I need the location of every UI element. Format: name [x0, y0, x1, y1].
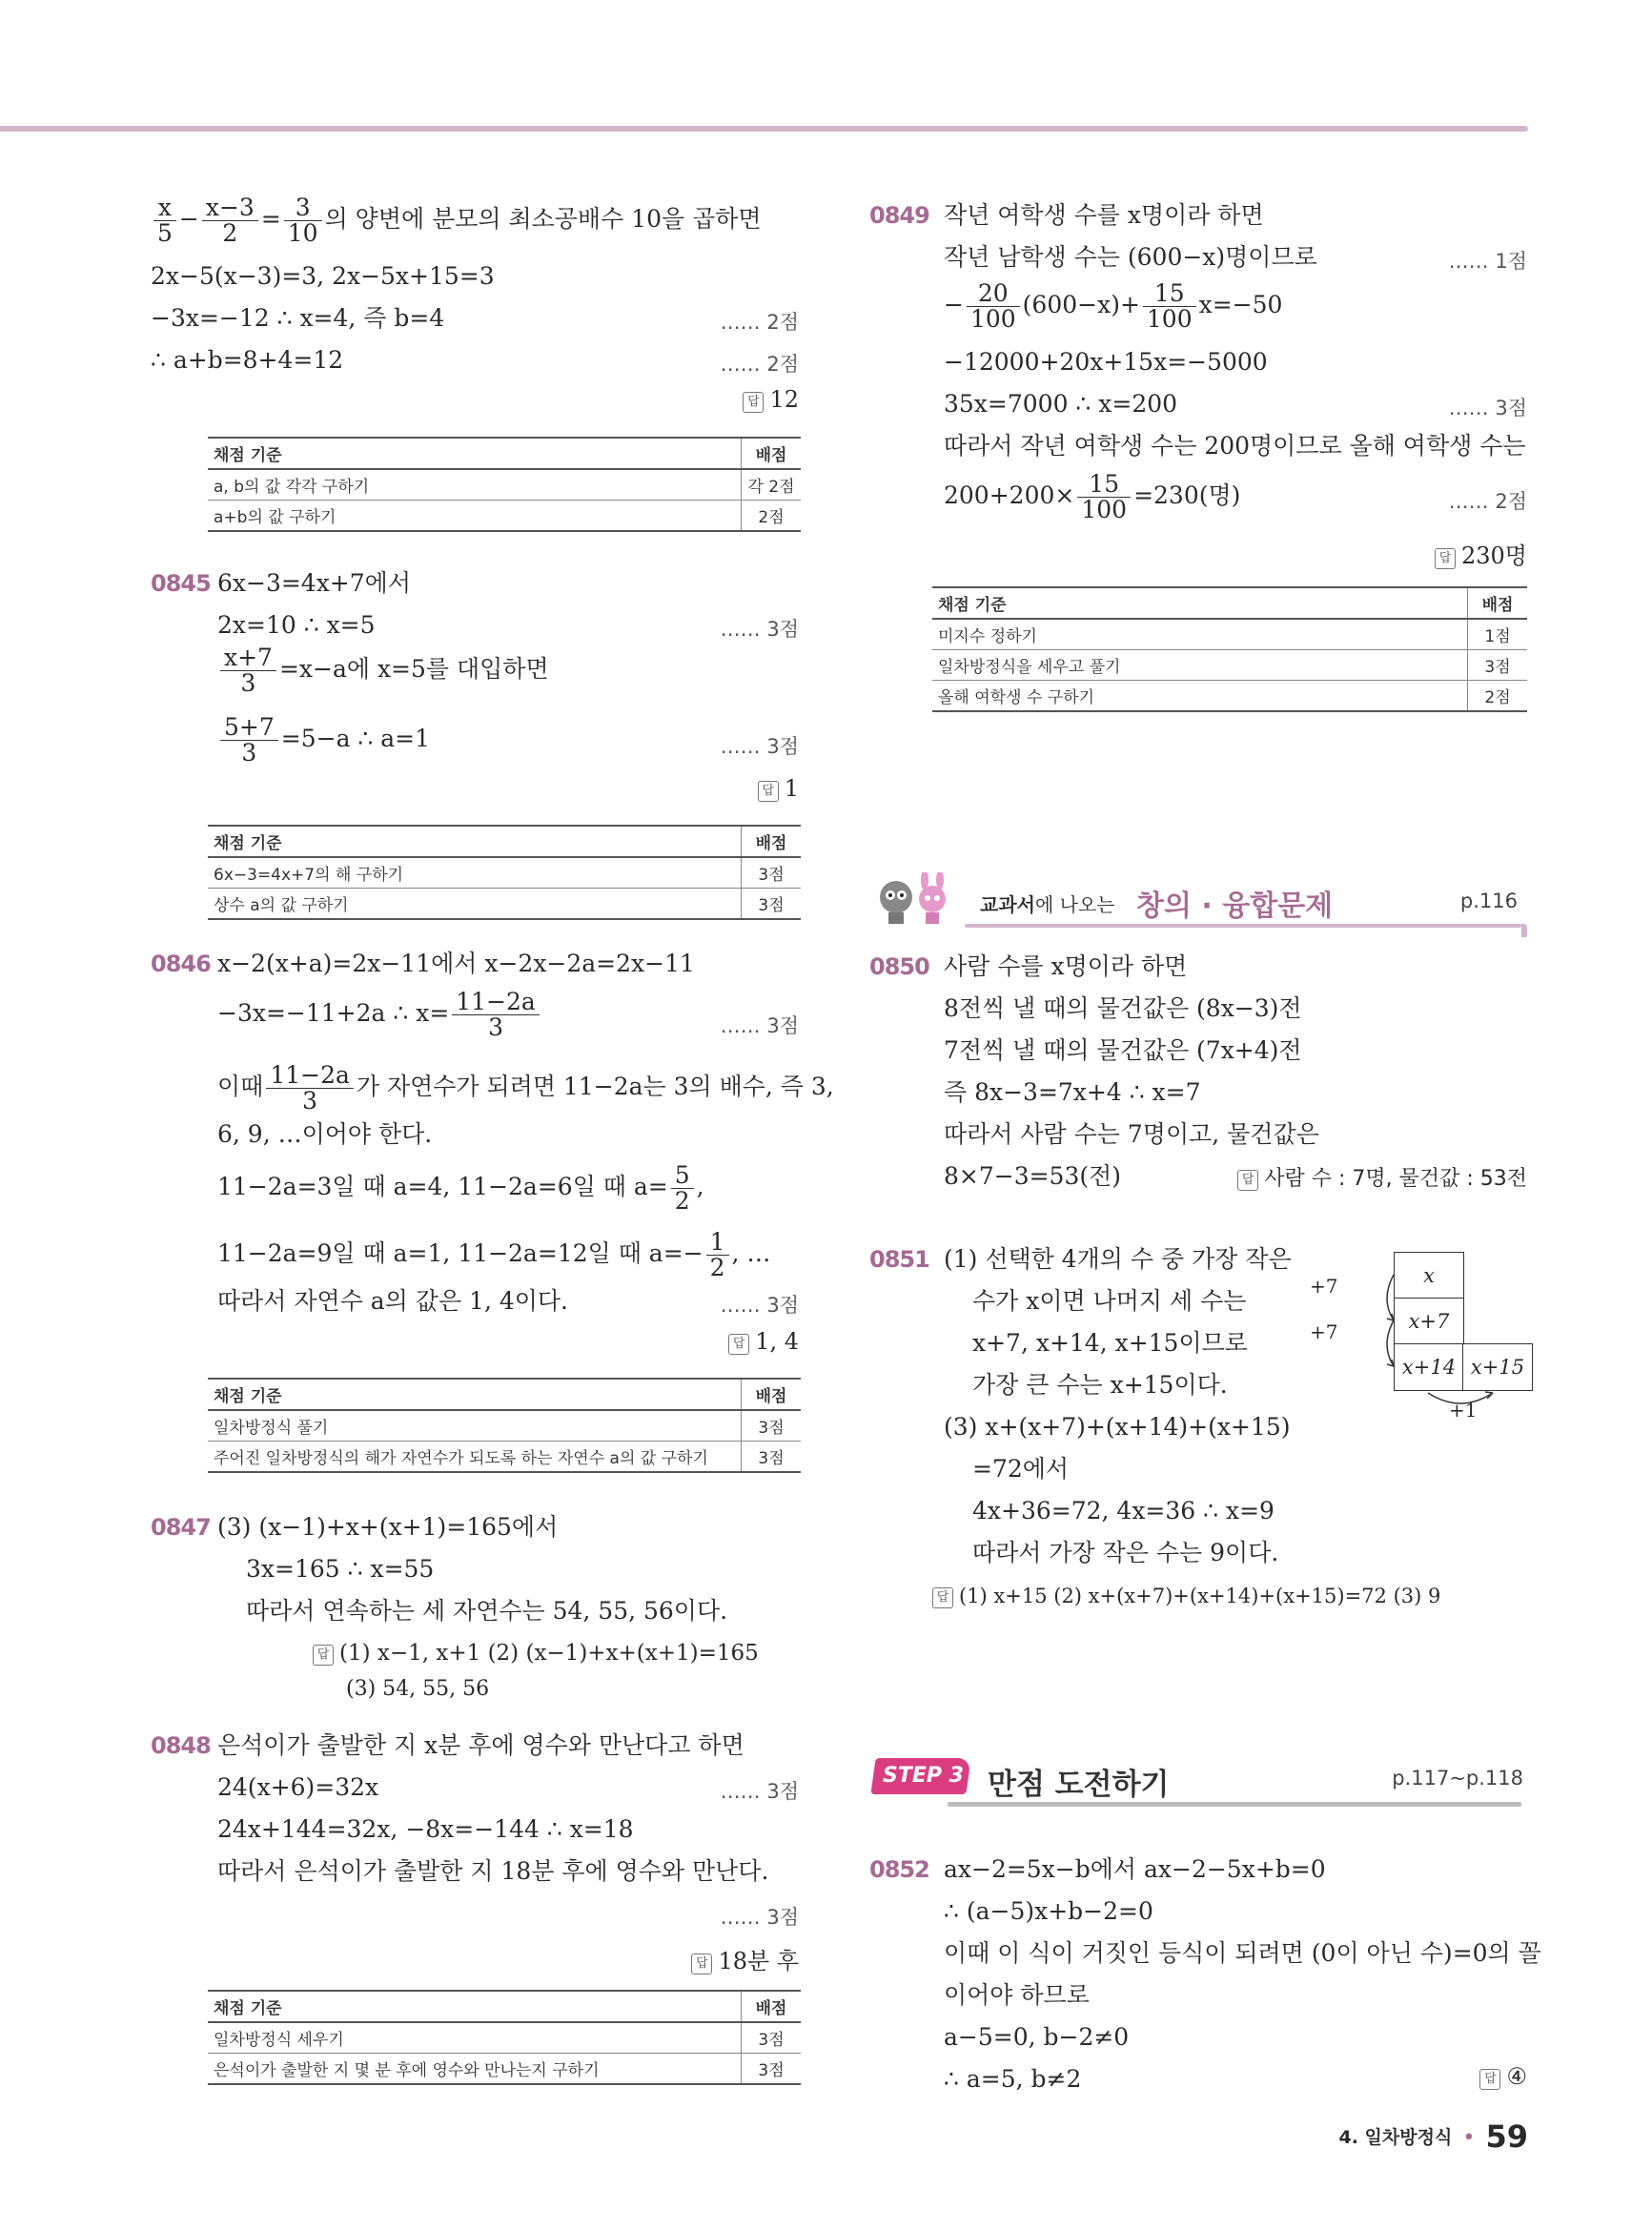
q0846-line7: 따라서 자연수 a의 값은 1, 4이다. — [217, 1287, 568, 1315]
points-label: …… 3점 — [720, 1014, 799, 1037]
fraction: $\frac{1}{2}$ — [706, 1230, 729, 1280]
answer-icon: 답 — [728, 1334, 749, 1355]
q0844-line1: $\frac{x}{5}$ − $\frac{x-3}{2}$ = $\frac{3}{10}$ 의 양변에 분모의 최소공배수 10을 곱하면 — [151, 195, 762, 246]
answer-icon: 답 — [313, 1645, 334, 1666]
q0850-answer: 답 사람 수 : 7명, 물건값 : 53전 — [1237, 1162, 1527, 1192]
table-header: 채점 기준 배점 — [208, 1991, 801, 2022]
question-number: 0852 — [869, 1856, 929, 1883]
mascot-icon — [873, 872, 959, 926]
points-label: …… 3점 — [720, 618, 799, 641]
section-underline — [948, 1802, 1521, 1807]
fraction: $\frac{5+7}{3}$ — [220, 715, 278, 766]
q0844-line3: −3x=−12 ∴ x=4, 즉 b=4 — [151, 304, 445, 332]
q0852-line3: 이때 이 식이 거짓인 등식이 되려면 (0이 아닌 수)=0의 꼴 — [944, 1939, 1541, 1967]
q0849-line1: 작년 여학생 수를 x명이라 하면 — [944, 201, 1264, 229]
fraction: $\frac{x}{5}$ — [153, 195, 176, 246]
q0851-answer: 답 (1) x+15 (2) x+(x+7)+(x+14)+(x+15)=72 (3) 9 — [932, 1580, 1440, 1612]
points-label: …… 3점 — [720, 735, 799, 758]
question-number: 0848 — [151, 1732, 211, 1759]
answer-icon: 답 — [1237, 1170, 1258, 1191]
grid-cell-x-plus-15: x+15 — [1462, 1343, 1533, 1391]
q0851-line2: 수가 x이면 나머지 세 수는 — [972, 1287, 1247, 1315]
table-row: 일차방정식을 세우고 풀기 3점 — [932, 650, 1527, 681]
grid-step-label: +7 — [1310, 1320, 1338, 1343]
q0850-line3: 7전씩 낼 때의 물건값은 (7x+4)전 — [944, 1036, 1302, 1064]
table-row: 은석이가 출발한 지 몇 분 후에 영수와 만나는지 구하기 3점 — [208, 2054, 801, 2085]
points-label: …… 2점 — [720, 311, 799, 334]
q0845-line3: $\frac{x+7}{3}$ =x−a에 x=5를 대입하면 — [217, 645, 549, 696]
q0847-answer-cont: (3) 54, 55, 56 — [346, 1677, 490, 1701]
grid-step-label: +1 — [1449, 1399, 1478, 1422]
answer-icon: 답 — [1435, 548, 1456, 569]
creative-prefix: 교과서에 나오는 — [980, 893, 1115, 916]
fraction: $\frac{5}{2}$ — [671, 1163, 694, 1214]
q0846-line4: 6, 9, …이어야 한다. — [217, 1120, 433, 1148]
step3-badge: STEP 3 — [883, 1764, 964, 1788]
table-header: 채점 기준 배점 — [932, 587, 1527, 619]
q0848-line1: 은석이가 출발한 지 x분 후에 영수와 만난다고 하면 — [217, 1731, 744, 1759]
fraction: $\frac{3}{10}$ — [284, 195, 322, 246]
grid-cell-x-plus-14: x+14 — [1394, 1343, 1464, 1391]
points-label: …… 3점 — [720, 1780, 799, 1803]
answer-icon: 답 — [691, 1954, 712, 1974]
q0851-line4: 가장 큰 수는 x+15이다. — [972, 1371, 1228, 1399]
step3-section-header — [873, 1752, 1527, 1810]
q0849-line5: 35x=7000 ∴ x=200 — [944, 390, 1178, 418]
q0845-line4: $\frac{5+7}{3}$ =5−a ∴ a=1 — [217, 715, 430, 766]
table-row: a, b의 값 각각 구하기 각 2점 — [208, 469, 801, 501]
table-row: 상수 a의 값 구하기 3점 — [208, 889, 801, 920]
table-row: 미지수 정하기 1점 — [932, 619, 1527, 650]
top-divider-bar — [0, 126, 1528, 132]
q0846-line2: −3x=−11+2a ∴ x= $\frac{11-2a}{3}$ — [217, 990, 542, 1040]
fraction: $\frac{15}{100}$ — [1077, 472, 1131, 522]
footer-bullet: • — [1462, 2126, 1476, 2150]
q0851-line1: (1) 선택한 4개의 수 중 가장 작은 — [944, 1245, 1292, 1273]
table-row: 올해 여학생 수 구하기 2점 — [932, 681, 1527, 712]
q0845-line2: 2x=10 ∴ x=5 — [217, 611, 376, 639]
q0852-answer: 답 ④ — [1479, 2063, 1527, 2090]
q0849-line2: 작년 남학생 수는 (600−x)명이므로 — [944, 243, 1317, 271]
q0848-answer: 답 18분 후 — [691, 1942, 799, 1975]
table-row: 일차방정식 풀기 3점 — [208, 1410, 801, 1442]
fraction: $\frac{x-3}{2}$ — [202, 195, 258, 246]
q0850-line5: 따라서 사람 수는 7명이고, 물건값은 — [944, 1120, 1319, 1148]
q0851-line8: 따라서 가장 작은 수는 9이다. — [972, 1539, 1279, 1566]
question-number: 0846 — [151, 951, 211, 977]
q0851-line6: =72에서 — [972, 1455, 1070, 1483]
table-header: 채점 기준 배점 — [208, 1379, 801, 1410]
q0846-line3: 이때 $\frac{11-2a}{3}$ 가 자연수가 되려면 11−2a는 3의 배수, 즉 3, — [217, 1061, 834, 1115]
q0844-answer: 답 12 — [743, 386, 799, 413]
fraction: $\frac{x+7}{3}$ — [220, 645, 276, 696]
q0851-line3: x+7, x+14, x+15이므로 — [972, 1329, 1248, 1357]
table-header: 채점 기준 배점 — [208, 826, 801, 857]
q0850-line4: 즉 8x−3=7x+4 ∴ x=7 — [944, 1078, 1201, 1106]
table-row: 일차방정식 세우기 3점 — [208, 2022, 801, 2054]
q0847-line1: (3) (x−1)+x+(x+1)=165에서 — [217, 1513, 559, 1541]
chapter-label: 4. 일차방정식 — [1338, 2127, 1453, 2148]
grid-step-label: +7 — [1310, 1275, 1338, 1298]
q0849-line7: 200+200× $\frac{15}{100}$ =230(명) — [944, 470, 1241, 523]
q0845-line1: 6x−3=4x+7에서 — [217, 569, 411, 597]
q0849-line6: 따라서 작년 여학생 수는 200명이므로 올해 여학생 수는 — [944, 432, 1526, 460]
points-label: …… 3점 — [720, 1294, 799, 1317]
q0848-line4: 따라서 은석이가 출발한 지 18분 후에 영수와 만난다. — [217, 1857, 769, 1885]
step3-page-ref: p.117~p.118 — [1392, 1767, 1523, 1790]
points-label: …… 1점 — [1448, 250, 1527, 273]
q0846-answer: 답 1, 4 — [728, 1328, 799, 1355]
question-number: 0847 — [151, 1514, 211, 1541]
q0848-line3: 24x+144=32x, −8x=−144 ∴ x=18 — [217, 1815, 634, 1843]
points-label: …… 2점 — [1448, 490, 1527, 513]
q0852-line5: a−5=0, b−2≠0 — [944, 2023, 1130, 2051]
q0846-line5: 11−2a=3일 때 a=4, 11−2a=6일 때 a= $\frac{5}{2}$ , — [217, 1161, 704, 1215]
step3-title: 만점 도전하기 — [988, 1768, 1170, 1802]
table-row: 주어진 일차방정식의 해가 자연수가 되도록 하는 자연수 a의 값 구하기 3점 — [208, 1442, 801, 1473]
grid-cell-x-plus-7: x+7 — [1394, 1298, 1464, 1345]
page-number: 59 — [1485, 2118, 1528, 2155]
table-row: 6x−3=4x+7의 해 구하기 3점 — [208, 857, 801, 889]
q0849-line3: − $\frac{20}{100}$ (600−x)+ $\frac{15}{100}$ x=−50 — [944, 279, 1283, 333]
creative-title: 창의 · 융합문제 — [1136, 890, 1334, 923]
question-number: 0851 — [869, 1246, 929, 1273]
section-underline — [965, 924, 1521, 928]
q0849-line4: −12000+20x+15x=−5000 — [944, 348, 1268, 376]
q0849-grading-table — [932, 586, 1527, 712]
question-number: 0850 — [869, 953, 929, 980]
question-number: 0845 — [151, 570, 211, 597]
fraction: $\frac{15}{100}$ — [1143, 281, 1196, 332]
q0844-line4: ∴ a+b=8+4=12 — [151, 346, 344, 374]
page-footer — [1338, 2118, 1528, 2155]
q0851-line7: 4x+36=72, 4x=36 ∴ x=9 — [972, 1497, 1275, 1524]
answer-icon: 답 — [758, 781, 779, 802]
q0852-line1: ax−2=5x−b에서 ax−2−5x+b=0 — [944, 1855, 1326, 1883]
q0847-line2: 3x=165 ∴ x=55 — [246, 1555, 435, 1583]
q0848-line2: 24(x+6)=32x — [217, 1773, 379, 1801]
answer-icon: 답 — [1479, 2069, 1500, 2090]
creative-section-header — [873, 872, 1527, 926]
grid-cell-x: x — [1394, 1252, 1464, 1299]
q0845-grading-table — [208, 825, 801, 920]
fraction: $\frac{20}{100}$ — [967, 281, 1020, 332]
q0852-line6: ∴ a=5, b≠2 — [944, 2065, 1082, 2093]
q0845-answer: 답 1 — [758, 775, 799, 802]
question-number: 0849 — [869, 202, 929, 229]
q0849-answer: 답 230명 — [1435, 537, 1527, 570]
q0844-grading-table — [208, 437, 801, 532]
q0846-line1: x−2(x+a)=2x−11에서 x−2x−2a=2x−11 — [217, 950, 695, 977]
q0852-line2: ∴ (a−5)x+b−2=0 — [944, 1897, 1153, 1925]
q0846-grading-table — [208, 1378, 801, 1473]
fraction: $\frac{11-2a}{3}$ — [266, 1063, 354, 1114]
q0852-line4: 이어야 하므로 — [944, 1981, 1090, 2009]
creative-page-ref: p.116 — [1459, 890, 1518, 912]
q0850-line1: 사람 수를 x명이라 하면 — [944, 952, 1188, 980]
q0847-answer: 답 (1) x−1, x+1 (2) (x−1)+x+(x+1)=165 — [313, 1637, 759, 1669]
table-row: a+b의 값 구하기 2점 — [208, 501, 801, 532]
q0851-line5: (3) x+(x+7)+(x+14)+(x+15) — [944, 1413, 1291, 1441]
q0844-line2: 2x−5(x−3)=3, 2x−5x+15=3 — [151, 262, 495, 290]
points-label: …… 3점 — [1448, 397, 1527, 419]
q0850-line2: 8전씩 낼 때의 물건값은 (8x−3)전 — [944, 994, 1302, 1022]
q0850-line6: 8×7−3=53(전) — [944, 1162, 1122, 1190]
q0846-line6: 11−2a=9일 때 a=1, 11−2a=12일 때 a=− $\frac{1}{2}$ , … — [217, 1228, 771, 1281]
table-header: 채점 기준 배점 — [208, 438, 801, 469]
points-label: …… 3점 — [720, 1906, 799, 1929]
q0848-grading-table — [208, 1990, 801, 2085]
number-grid-diagram — [1310, 1252, 1525, 1433]
answer-icon: 답 — [932, 1587, 953, 1608]
answer-icon: 답 — [743, 392, 764, 413]
underline-corner — [1521, 924, 1527, 937]
grid-arrows — [1356, 1261, 1537, 1433]
fraction: $\frac{11-2a}{3}$ — [452, 990, 540, 1040]
q0847-line3: 따라서 연속하는 세 자연수는 54, 55, 56이다. — [246, 1597, 728, 1625]
points-label: …… 2점 — [720, 353, 799, 376]
